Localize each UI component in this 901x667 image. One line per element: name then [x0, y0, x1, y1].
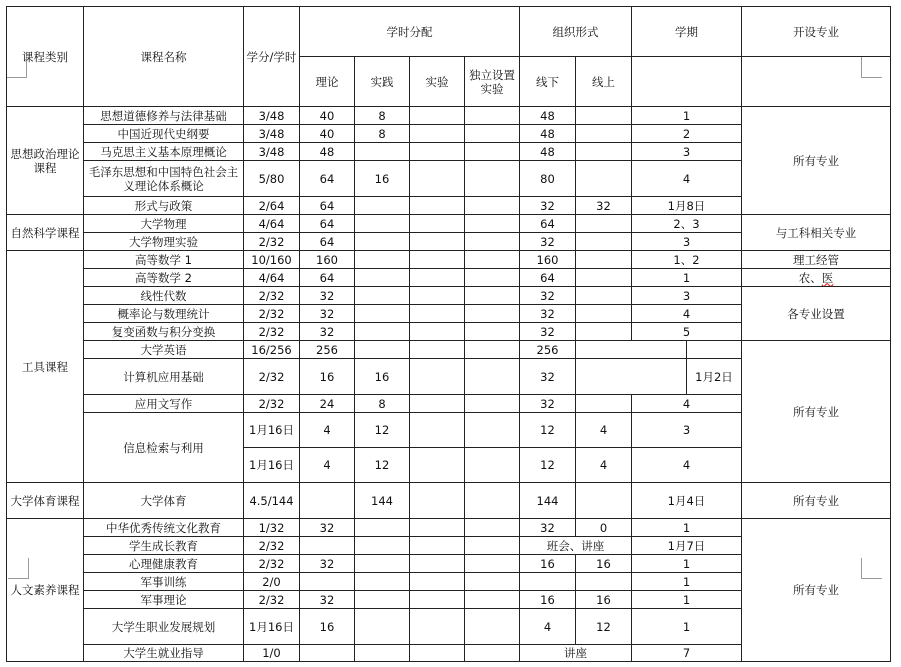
semester-cell: 1: [632, 591, 742, 609]
practice-hours: [355, 251, 410, 269]
theory-hours: 32: [300, 323, 355, 341]
semester-cell: 1: [632, 573, 742, 591]
experiment-hours: [410, 215, 465, 233]
theory-hours: 64: [300, 215, 355, 233]
independent-experiment-hours: [465, 143, 520, 161]
credits-hours: 5/80: [244, 161, 300, 197]
curriculum-table: [6, 6, 891, 662]
course-name: 高等数学 2: [84, 269, 244, 287]
semester-cell: 3: [632, 233, 742, 251]
theory-hours: 160: [300, 251, 355, 269]
independent-experiment-hours: [465, 251, 520, 269]
offline-hours: 16: [520, 555, 576, 573]
practice-hours: [355, 287, 410, 305]
experiment-hours: [410, 107, 465, 125]
practice-hours: [355, 555, 410, 573]
online-hours: [576, 395, 632, 413]
course-name: 军事训练: [84, 573, 244, 591]
experiment-hours: [410, 305, 465, 323]
offline-hours: 32: [520, 395, 576, 413]
practice-hours: [355, 609, 410, 645]
theory-hours: 16: [300, 609, 355, 645]
theory-hours: 64: [300, 197, 355, 215]
credits-hours: 10/160: [244, 251, 300, 269]
credits-hours: 3/48: [244, 125, 300, 143]
semester-cell: 1月4日: [632, 483, 742, 519]
major-all-pe: 所有专业: [742, 483, 891, 519]
course-name: 心理健康教育: [84, 555, 244, 573]
credits-hours: 2/32: [244, 537, 300, 555]
offline-hours: 64: [520, 215, 576, 233]
semester-cell-narrow: 1月2日: [687, 359, 742, 395]
theory-hours: 64: [300, 161, 355, 197]
online-hours: 16: [576, 555, 632, 573]
category-humanities: 人文素养课程: [7, 519, 84, 662]
online-hours: 12: [576, 609, 632, 645]
header-major: 开设专业: [742, 7, 891, 57]
practice-hours: 12: [355, 413, 410, 448]
online-hours: [576, 125, 632, 143]
course-name: 思想道德修养与法律基础: [84, 107, 244, 125]
independent-experiment-hours: [465, 197, 520, 215]
semester-cell: 1月7日: [632, 537, 742, 555]
theory-hours: 40: [300, 125, 355, 143]
online-hours: 4: [576, 448, 632, 483]
independent-experiment-hours: [465, 555, 520, 573]
experiment-hours: [410, 251, 465, 269]
course-name: 形式与政策: [84, 197, 244, 215]
theory-hours: 48: [300, 143, 355, 161]
practice-hours: [355, 341, 410, 359]
table-row: [7, 287, 891, 305]
independent-experiment-hours: [465, 395, 520, 413]
online-hours: [576, 233, 632, 251]
experiment-hours: [410, 573, 465, 591]
header-major-blank: [742, 57, 891, 107]
theory-hours: 32: [300, 555, 355, 573]
independent-experiment-hours: [465, 125, 520, 143]
theory-hours: 64: [300, 269, 355, 287]
independent-experiment-hours: [465, 591, 520, 609]
online-hours: [576, 573, 632, 591]
major-med: 医: [821, 270, 834, 285]
offline-hours: 16: [520, 591, 576, 609]
course-name: 军事理论: [84, 591, 244, 609]
practice-hours: [355, 573, 410, 591]
course-name: 信息检索与利用: [84, 413, 244, 483]
credits-hours: 3/48: [244, 107, 300, 125]
practice-hours: [355, 197, 410, 215]
header-credits-hours: 学分/学时: [244, 7, 300, 107]
course-name: 大学生就业指导: [84, 645, 244, 662]
practice-hours: [355, 215, 410, 233]
independent-experiment-hours: [465, 323, 520, 341]
credits-hours: 4/64: [244, 269, 300, 287]
semester-cell: 3: [632, 287, 742, 305]
major-engineering: 与工科相关专业: [742, 215, 891, 251]
practice-hours: 8: [355, 125, 410, 143]
major-eng-econ: 理工经管: [742, 251, 891, 269]
semester-cell: 1: [632, 107, 742, 125]
major-all-politics: 所有专业: [742, 107, 891, 215]
course-name: 大学生职业发展规划: [84, 609, 244, 645]
organization-cell: 班会、讲座: [520, 537, 632, 555]
header-theory: 理论: [300, 57, 355, 107]
independent-experiment-hours: [465, 233, 520, 251]
header-hours-allocation: 学时分配: [300, 7, 520, 57]
semester-cell: 4: [632, 305, 742, 323]
offline-hours: 48: [520, 125, 576, 143]
major-each: 各专业设置: [742, 287, 891, 341]
course-name: 概率论与数理统计: [84, 305, 244, 323]
theory-hours: [300, 483, 355, 519]
practice-hours: [355, 645, 410, 662]
experiment-hours: [410, 609, 465, 645]
theory-hours: 256: [300, 341, 355, 359]
independent-experiment-hours: [465, 483, 520, 519]
course-name: 线性代数: [84, 287, 244, 305]
credits-hours: 2/32: [244, 323, 300, 341]
course-name: 大学物理: [84, 215, 244, 233]
offline-hours: 32: [520, 323, 576, 341]
independent-experiment-hours: [465, 573, 520, 591]
theory-hours: [300, 537, 355, 555]
theory-hours: 32: [300, 305, 355, 323]
independent-experiment-hours: [465, 341, 520, 359]
course-name: 大学体育: [84, 483, 244, 519]
theory-hours: 64: [300, 233, 355, 251]
table-row: [7, 215, 891, 233]
major-agri: 农、: [798, 270, 822, 285]
major-all-tools: 所有专业: [742, 341, 891, 483]
online-hours: 0: [576, 519, 632, 537]
credits-hours: 2/32: [244, 395, 300, 413]
practice-hours: 12: [355, 448, 410, 483]
independent-experiment-hours: [465, 269, 520, 287]
practice-hours: [355, 233, 410, 251]
independent-experiment-hours: [465, 645, 520, 662]
experiment-hours: [410, 413, 465, 448]
experiment-hours: [410, 143, 465, 161]
experiment-hours: [410, 161, 465, 197]
credits-hours: 3/48: [244, 143, 300, 161]
theory-hours: 32: [300, 591, 355, 609]
semester-cell: 4: [632, 395, 742, 413]
independent-experiment-hours: [465, 413, 520, 448]
offline-hours: 32: [520, 233, 576, 251]
course-name: 计算机应用基础: [84, 359, 244, 395]
online-hours: [576, 323, 632, 341]
practice-hours: [355, 305, 410, 323]
credits-hours: 2/64: [244, 197, 300, 215]
experiment-hours: [410, 341, 465, 359]
theory-hours: 40: [300, 107, 355, 125]
offline-hours: 48: [520, 143, 576, 161]
independent-experiment-hours: [465, 305, 520, 323]
semester-cell: 1月8日: [632, 197, 742, 215]
credits-hours: 4.5/144: [244, 483, 300, 519]
credits-hours: 2/32: [244, 359, 300, 395]
theory-hours: [300, 573, 355, 591]
semester-cell: 3: [632, 143, 742, 161]
independent-experiment-hours: [465, 107, 520, 125]
offline-hours: 48: [520, 107, 576, 125]
experiment-hours: [410, 359, 465, 395]
offline-hours: [520, 573, 576, 591]
independent-experiment-hours: [465, 161, 520, 197]
offline-hours: 32: [520, 519, 576, 537]
online-hours: [576, 251, 632, 269]
independent-experiment-hours: [465, 448, 520, 483]
semester-cell: 7: [632, 645, 742, 662]
practice-hours: 8: [355, 395, 410, 413]
course-name: 大学物理实验: [84, 233, 244, 251]
semester-cell: 4: [632, 448, 742, 483]
online-hours: [576, 305, 632, 323]
online-hours: [576, 107, 632, 125]
semester-cell: 1: [632, 609, 742, 645]
theory-hours: 16: [300, 359, 355, 395]
offline-hours: 160: [520, 251, 576, 269]
online-hours: 4: [576, 413, 632, 448]
semester-cell-narrow: [687, 341, 742, 359]
category-science: 自然科学课程: [7, 215, 84, 251]
theory-hours: 32: [300, 519, 355, 537]
semester-cell: 5: [632, 323, 742, 341]
experiment-hours: [410, 591, 465, 609]
header-course-name: 课程名称: [84, 7, 244, 107]
theory-hours: 24: [300, 395, 355, 413]
offline-hours: 12: [520, 413, 576, 448]
practice-hours: 8: [355, 107, 410, 125]
header-semester-blank: [632, 57, 742, 107]
credits-hours: 1月16日: [244, 413, 300, 448]
experiment-hours: [410, 483, 465, 519]
credits-hours: 2/32: [244, 233, 300, 251]
credits-hours: 2/32: [244, 305, 300, 323]
course-name: 大学英语: [84, 341, 244, 359]
offline-hours: 32: [520, 359, 576, 395]
major-all-humanities: 所有专业: [742, 519, 891, 662]
credits-hours: 2/32: [244, 591, 300, 609]
course-name: 中国近现代史纲要: [84, 125, 244, 143]
independent-experiment-hours: [465, 359, 520, 395]
online-hours: 16: [576, 591, 632, 609]
header-independent-experiment: 独立设置实验: [465, 57, 520, 107]
theory-hours: 4: [300, 413, 355, 448]
practice-hours: [355, 591, 410, 609]
semester-cell: 1: [632, 555, 742, 573]
table-row: [7, 251, 891, 269]
credits-hours: 1月16日: [244, 448, 300, 483]
header-experiment: 实验: [410, 57, 465, 107]
theory-hours: 32: [300, 287, 355, 305]
course-name: 学生成长教育: [84, 537, 244, 555]
category-pe: 大学体育课程: [7, 483, 84, 519]
header-offline: 线下: [520, 57, 576, 107]
major-agri-med: [742, 269, 891, 287]
organization-cell: 讲座: [520, 645, 632, 662]
header-semester: 学期: [632, 7, 742, 57]
semester-cell: 1: [632, 519, 742, 537]
course-name: 复变函数与积分变换: [84, 323, 244, 341]
theory-hours: [300, 645, 355, 662]
online-hours: [576, 143, 632, 161]
category-tools: 工具课程: [7, 251, 84, 483]
credits-hours: 2/32: [244, 287, 300, 305]
semester-cell: 2: [632, 125, 742, 143]
online-hours: [576, 287, 632, 305]
table-row: [7, 341, 891, 359]
course-name: 马克思主义基本原理概论: [84, 143, 244, 161]
credits-hours: 1/0: [244, 645, 300, 662]
semester-cell: 2、3: [632, 215, 742, 233]
practice-hours: [355, 323, 410, 341]
practice-hours: 16: [355, 359, 410, 395]
header-category: 课程类别: [7, 7, 84, 107]
online-hours: [576, 215, 632, 233]
experiment-hours: [410, 287, 465, 305]
offline-hours: 80: [520, 161, 576, 197]
semester-cell: 1、2: [632, 251, 742, 269]
experiment-hours: [410, 233, 465, 251]
offline-hours: 144: [520, 483, 576, 519]
table-row: [7, 519, 891, 537]
semester-cell: 3: [632, 413, 742, 448]
header-organization: 组织形式: [520, 7, 632, 57]
semester-cell: 1: [632, 269, 742, 287]
credits-hours: 16/256: [244, 341, 300, 359]
header-online: 线上: [576, 57, 632, 107]
online-semester-blank: [576, 341, 687, 359]
experiment-hours: [410, 555, 465, 573]
course-name: 应用文写作: [84, 395, 244, 413]
table-row: [7, 107, 891, 125]
header-practice: 实践: [355, 57, 410, 107]
practice-hours: 16: [355, 161, 410, 197]
practice-hours: [355, 537, 410, 555]
table-row: [7, 269, 891, 287]
online-hours: [576, 269, 632, 287]
experiment-hours: [410, 519, 465, 537]
header-row-1: [7, 7, 891, 57]
independent-experiment-hours: [465, 609, 520, 645]
offline-hours: 256: [520, 341, 576, 359]
practice-hours: [355, 269, 410, 287]
offline-hours: 32: [520, 305, 576, 323]
online-hours: 32: [576, 197, 632, 215]
experiment-hours: [410, 395, 465, 413]
credits-hours: 2/0: [244, 573, 300, 591]
practice-hours: [355, 143, 410, 161]
theory-hours: 4: [300, 448, 355, 483]
online-hours: [576, 483, 632, 519]
course-name: 毛泽东思想和中国特色社会主义理论体系概论: [84, 161, 244, 197]
independent-experiment-hours: [465, 287, 520, 305]
independent-experiment-hours: [465, 519, 520, 537]
online-hours: [576, 161, 632, 197]
practice-hours: [355, 519, 410, 537]
experiment-hours: [410, 323, 465, 341]
experiment-hours: [410, 125, 465, 143]
category-politics: 思想政治理论课程: [7, 107, 84, 215]
offline-hours: 32: [520, 287, 576, 305]
table-row: [7, 483, 891, 519]
offline-hours: 4: [520, 609, 576, 645]
credits-hours: 1/32: [244, 519, 300, 537]
offline-hours: 64: [520, 269, 576, 287]
independent-experiment-hours: [465, 215, 520, 233]
experiment-hours: [410, 645, 465, 662]
offline-hours: 12: [520, 448, 576, 483]
course-name: 高等数学 1: [84, 251, 244, 269]
practice-hours: 144: [355, 483, 410, 519]
experiment-hours: [410, 269, 465, 287]
online-semester-blank: [576, 359, 687, 395]
credits-hours: 4/64: [244, 215, 300, 233]
course-name: 中华优秀传统文化教育: [84, 519, 244, 537]
semester-cell: 4: [632, 161, 742, 197]
credits-hours: 2/32: [244, 555, 300, 573]
independent-experiment-hours: [465, 537, 520, 555]
offline-hours: 32: [520, 197, 576, 215]
credits-hours: 1月16日: [244, 609, 300, 645]
experiment-hours: [410, 537, 465, 555]
experiment-hours: [410, 448, 465, 483]
experiment-hours: [410, 197, 465, 215]
